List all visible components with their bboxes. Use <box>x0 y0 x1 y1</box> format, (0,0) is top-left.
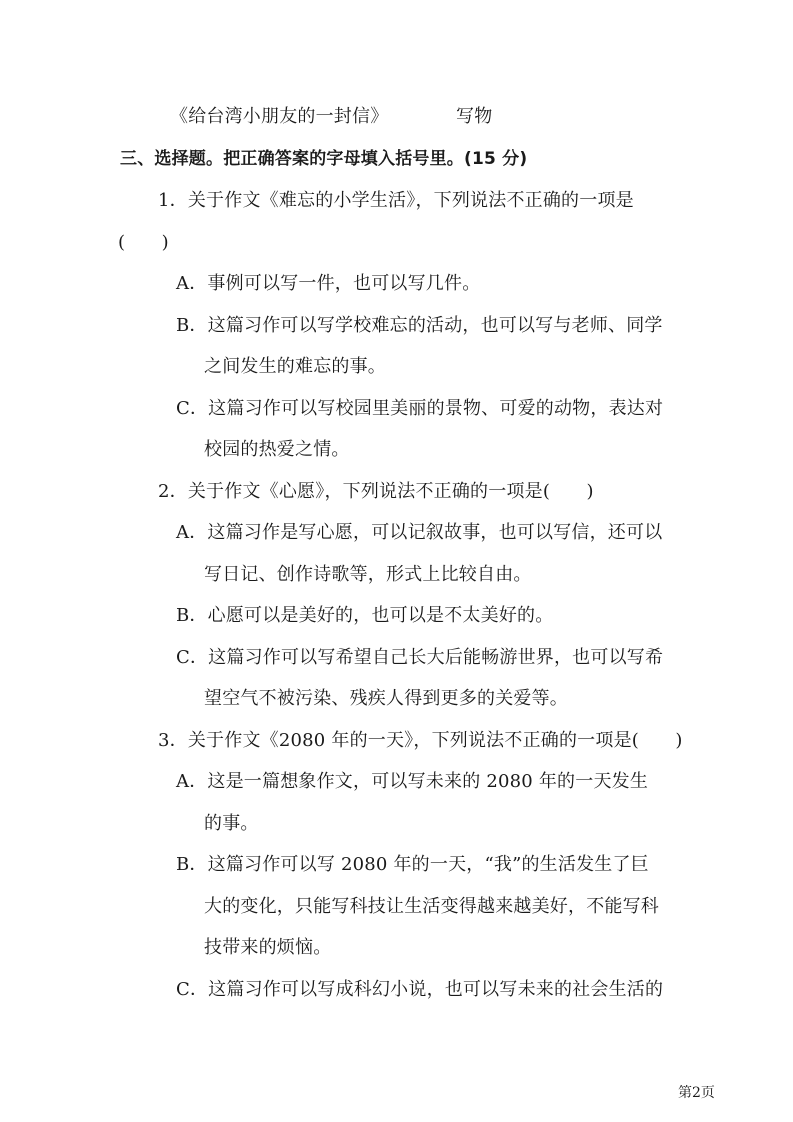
item-type: 写物 <box>456 106 493 127</box>
question-3-option-c: C．这篇习作可以写成科幻小说，也可以写未来的社会生活的 <box>176 979 664 1000</box>
question-3-option-b: B．这篇习作可以写 2080 年的一天，“我”的生活发生了巨 <box>176 854 649 875</box>
question-3-option-a: A．这是一篇想象作文，可以写未来的 2080 年的一天发生 <box>176 771 649 792</box>
question-2-option-c: C．这篇习作可以写希望自己长大后能畅游世界，也可以写希 <box>176 647 664 668</box>
question-2-stem: 2．关于作文《心愿》，下列说法不正确的一项是( ) <box>158 481 594 502</box>
question-2-option-a: A．这篇习作是写心愿，可以记叙故事，也可以写信，还可以 <box>176 522 663 543</box>
question-2-option-a-cont: 写日记、创作诗歌等，形式上比较自由。 <box>204 564 532 585</box>
question-1-option-c: C．这篇习作可以写校园里美丽的景物、可爱的动物，表达对 <box>176 398 664 419</box>
question-2-option-b: B．心愿可以是美好的，也可以是不太美好的。 <box>176 605 554 626</box>
question-1-stem: 1．关于作文《难忘的小学生活》，下列说法不正确的一项是 <box>158 190 634 211</box>
question-1-option-b: B．这篇习作可以写学校难忘的活动，也可以写与老师、同学 <box>176 315 663 336</box>
question-1-option-a: A．事例可以写一件，也可以写几件。 <box>176 273 481 294</box>
question-1-option-c-cont: 校园的热爱之情。 <box>204 439 350 460</box>
question-2-option-c-cont: 望空气不被污染、残疾人得到更多的关爱等。 <box>204 688 568 709</box>
question-1-option-b-cont: 之间发生的难忘的事。 <box>204 356 386 377</box>
page-number: 第2页 <box>678 1085 715 1101</box>
question-3-option-a-cont: 的事。 <box>204 813 259 834</box>
question-1-answer-bracket: ( ) <box>118 232 169 253</box>
question-3-option-b-cont1: 大的变化，只能写科技让生活变得越来越美好，不能写科 <box>204 896 659 917</box>
section-heading: 三、选择题。把正确答案的字母填入括号里。(15 分) <box>120 149 528 169</box>
item-title: 《给台湾小朋友的一封信》 <box>170 106 389 127</box>
question-3-option-b-cont2: 技带来的烦恼。 <box>204 937 332 958</box>
question-3-stem: 3．关于作文《2080 年的一天》，下列说法不正确的一项是( ) <box>158 730 683 751</box>
